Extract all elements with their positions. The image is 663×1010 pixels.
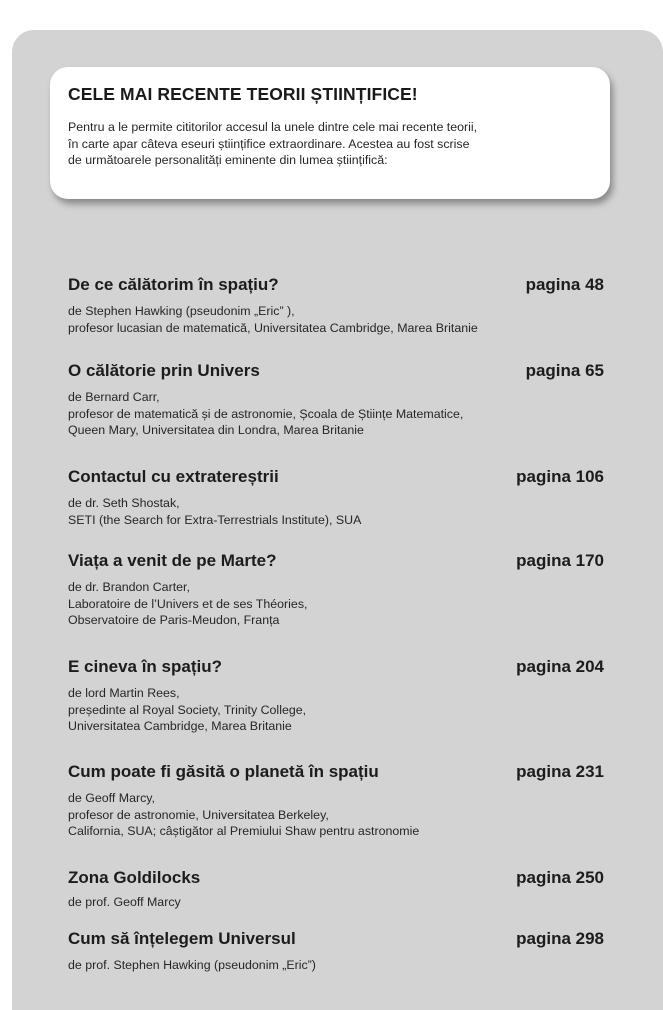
entry-author-line: Queen Mary, Universitatea din Londra, Marea Britanie <box>68 423 364 437</box>
entry-title: Contactul cu extratereștrii <box>68 467 279 486</box>
entry-author-line: de lord Martin Rees, <box>68 686 180 700</box>
entry-page-number: pagina 106 <box>516 467 604 486</box>
entry-author-line: Laboratoire de l’Univers et de ses Théories, <box>68 596 308 611</box>
entry-title: Cum să înțelegem Universul <box>68 929 296 948</box>
toc-entry[interactable] <box>68 929 608 974</box>
entry-author-line: de dr. Brandon Carter, <box>68 580 190 594</box>
intro-line: de următoarele personalități eminente din lumea științifică: <box>68 153 388 167</box>
entry-page-number: pagina 65 <box>525 361 604 380</box>
intro-title: CELE MAI RECENTE TEORII ȘTIINȚIFICE! <box>68 84 418 104</box>
toc-entry[interactable] <box>68 551 608 629</box>
intro-text <box>68 119 592 169</box>
entry-author-line: profesor de astronomie, Universitatea Berkeley, <box>68 807 329 822</box>
entry-title: O călătorie prin Univers <box>68 361 260 380</box>
toc-entry[interactable] <box>68 762 608 840</box>
entry-page-number: pagina 250 <box>516 868 604 887</box>
entry-page-number: pagina 48 <box>525 275 604 294</box>
toc-entry[interactable] <box>68 657 608 735</box>
entry-title: Viața a venit de pe Marte? <box>68 551 277 570</box>
toc-entry[interactable] <box>68 361 608 439</box>
intro-line: Pentru a le permite cititorilor accesul la unele dintre cele mai recente teorii, <box>68 120 478 134</box>
entry-author-line: președinte al Royal Society, Trinity College, <box>68 702 307 717</box>
entry-author-line: de prof. Stephen Hawking (pseudonim „Eric”) <box>68 958 316 972</box>
entry-title: De ce călătorim în spațiu? <box>68 275 279 294</box>
intro-box <box>50 67 610 199</box>
entry-author-line: Universitatea Cambridge, Marea Britanie <box>68 719 292 733</box>
entry-author-line: de Bernard Carr, <box>68 390 160 404</box>
entry-author-line: profesor de matematică și de astronomie, Școala de Științe Matematice, <box>68 406 464 421</box>
entry-author-line: de Geoff Marcy, <box>68 791 155 805</box>
intro-line: în carte apar câteva eseuri științifice extraordinare. Acestea au fost scrise <box>68 136 470 151</box>
entry-title: Zona Goldilocks <box>68 868 201 887</box>
entry-page-number: pagina 231 <box>516 762 604 781</box>
entry-author-line: de Stephen Hawking (pseudonim „Eric” ), <box>68 304 295 318</box>
entry-author-line: SETI (the Search for Extra-Terrestrials Institute), SUA <box>68 512 362 527</box>
entry-author-line: profesor lucasian de matematică, Universitatea Cambridge, Marea Britanie <box>68 320 478 335</box>
entry-title: Cum poate fi găsită o planetă în spațiu <box>68 762 379 781</box>
entry-page-number: pagina 204 <box>516 657 604 676</box>
toc-entry[interactable] <box>68 467 608 528</box>
entry-title: E cineva în spațiu? <box>68 657 222 676</box>
toc-entry[interactable] <box>68 275 608 336</box>
entry-author-line: de dr. Seth Shostak, <box>68 496 180 510</box>
entry-author-line: de prof. Geoff Marcy <box>68 895 181 909</box>
entry-author-line: Observatoire de Paris-Meudon, Franța <box>68 613 280 627</box>
toc-entry[interactable] <box>68 868 608 911</box>
entry-page-number: pagina 170 <box>516 551 604 570</box>
entry-page-number: pagina 298 <box>516 929 604 948</box>
entry-author-line: California, SUA; câștigător al Premiului Shaw pentru astronomie <box>68 824 420 838</box>
